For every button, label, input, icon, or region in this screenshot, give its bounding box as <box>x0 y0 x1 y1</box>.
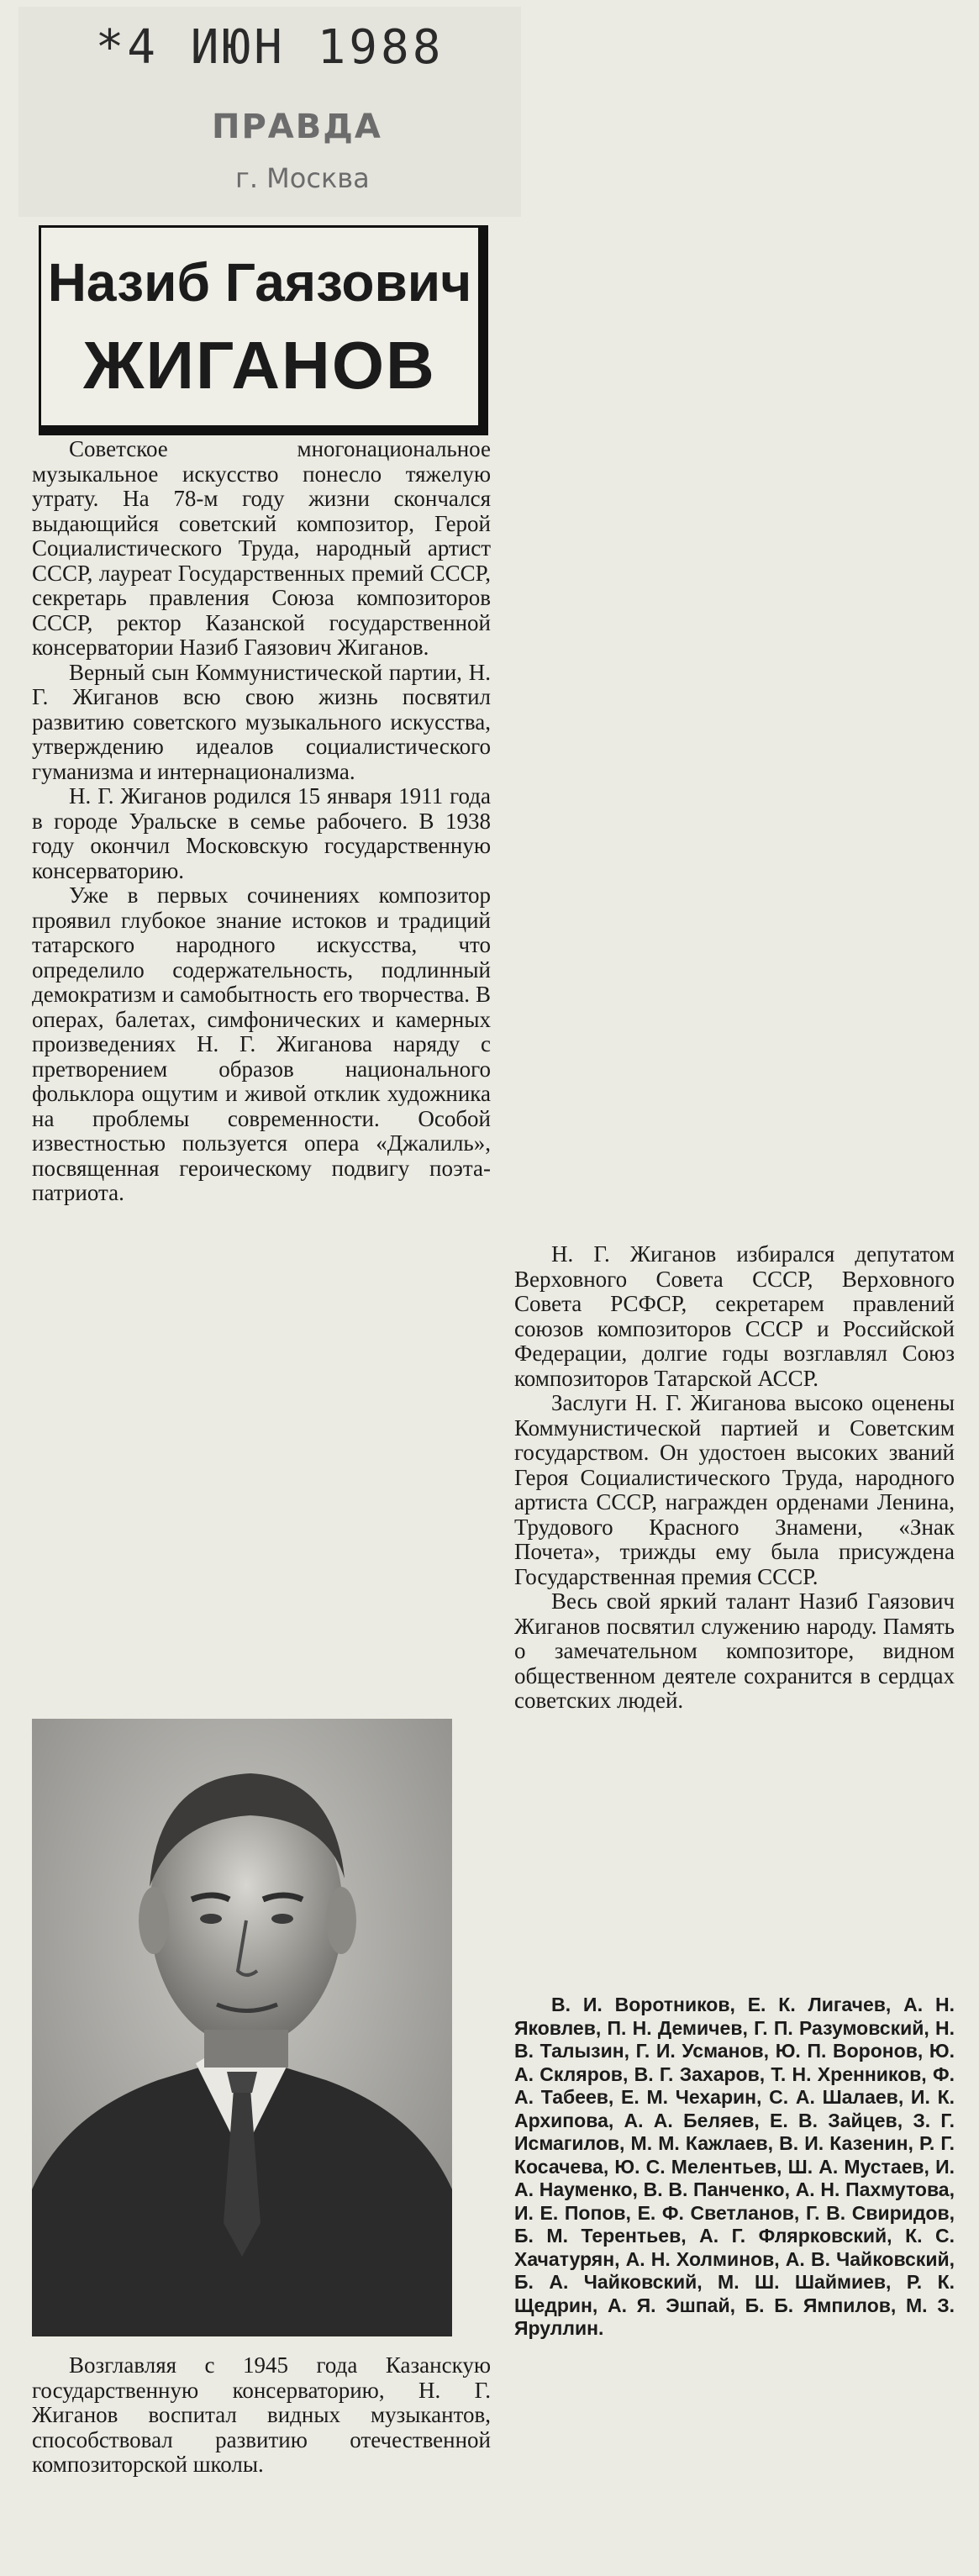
signatories-block <box>514 1994 955 2341</box>
paragraph: Советское многонациональное музыкальное искусство понесло тяжелую утрату. На 78-м году жизни скончался выдающийся советский композитор, Герой Социалистического Труда, народный артист СССР, лауреат Государственных премий СССР, секретарь правления Союза композиторов СССР, ректор Казанской государственной консерватории Назиб Гаязович Жиганов. <box>32 436 491 660</box>
stamp-newspaper: ПРАВДА <box>212 108 382 146</box>
stamp-city: г. Москва <box>235 162 370 194</box>
date-stamp <box>18 7 521 217</box>
obituary-right-column <box>514 1242 955 1714</box>
headline-first-names: Назиб Гаязович <box>47 252 472 313</box>
paragraph: Н. Г. Жиганов избирался депутатом Верховного Совета СССР, Верховного Совета РСФСР, секретарем правлений союзов композиторов СССР и Российской Федерации, долгие годы возглавлял Союз композиторов Татарской АССР. <box>514 1241 955 1391</box>
paragraph: Заслуги Н. Г. Жиганова высоко оценены Коммунистической партией и Советским государством. Он удостоен высоких званий Героя Социалистического Труда, народного артиста СССР, награжден орденами Ленина, Трудового Красного Знамени, «Знак Почета», трижды ему была присуждена Государственная премия СССР. <box>514 1390 955 1589</box>
paragraph: Н. Г. Жиганов родился 15 января 1911 года в городе Уральске в семье рабочего. В 1938 году окончил Московскую государственную консерваторию. <box>32 783 491 883</box>
headline-box <box>39 225 488 435</box>
signatories-list: В. И. Воротников, Е. К. Лигачев, А. Н. Яковлев, П. Н. Демичев, Г. П. Разумовский, Н. В. Талызин, Г. И. Усманов, Ю. П. Воронов, Ю. А. Скляров, В. Г. Захаров, Т. Н. Хренников, Ф. А. Табеев, Е. М. Чехарин, С. А. Шалаев, И. К. Архипова, А. А. Беляев, Е. В. Зайцев, З. Г. Исмагилов, М. М. Кажлаев, В. И. Казенин, Р. Г. Косачева, Ю. С. Мелентьев, Ш. А. Мустаев, И. А. Науменко, В. В. Панченко, А. Н. Пахмутова, И. Е. Попов, Е. Ф. Светланов, Г. В. Свиридов, Б. М. Терентьев, А. Г. Флярковский, К. С. Хачатурян, А. Н. Холминов, А. В. Чайковский, Б. А. Чайковский, М. Ш. Шаймиев, Р. К. Щедрин, А. Я. Эшпай, Б. Б. Ямпилов, М. З. Яруллин. <box>514 1994 955 2339</box>
stamp-date: *4 ИЮН 1988 <box>95 20 445 75</box>
paragraph: Возглавляя с 1945 года Казанскую государственную консерваторию, Н. Г. Жиганов воспитал видных музыкантов, способствовал развитию отечественной композиторской школы. <box>32 2352 491 2477</box>
portrait-image <box>32 1719 452 2336</box>
headline-surname: ЖИГАНОВ <box>83 328 436 403</box>
paragraph: Уже в первых сочинениях композитор проявил глубокое знание истоков и традиций татарского народного искусства, что определило содержательность, подлинный демократизм и самобытность его творчества. В операх, балетах, симфонических и камерных произведениях Н. Г. Жиганова наряду с претворением образов национального фольклора ощутим и живой отклик художника на проблемы современности. Особой известностью пользуется опера «Джалиль», посвященная героическому подвигу поэта-патриота. <box>32 882 491 1205</box>
obituary-left-column <box>32 437 491 1206</box>
paragraph: Верный сын Коммунистической партии, Н. Г. Жиганов всю свою жизнь посвятил развитию советского музыкального искусства, утверждению идеалов социалистического гуманизма и интернационализма. <box>32 659 491 784</box>
portrait-photo <box>32 1719 452 2336</box>
obituary-caption-paragraph <box>32 2353 491 2478</box>
paragraph: Весь свой яркий талант Назиб Гаязович Жиганов посвятил служению народу. Память о замечательном композиторе, видном общественном деятеле сохранится в сердцах советских людей. <box>514 1588 955 1713</box>
